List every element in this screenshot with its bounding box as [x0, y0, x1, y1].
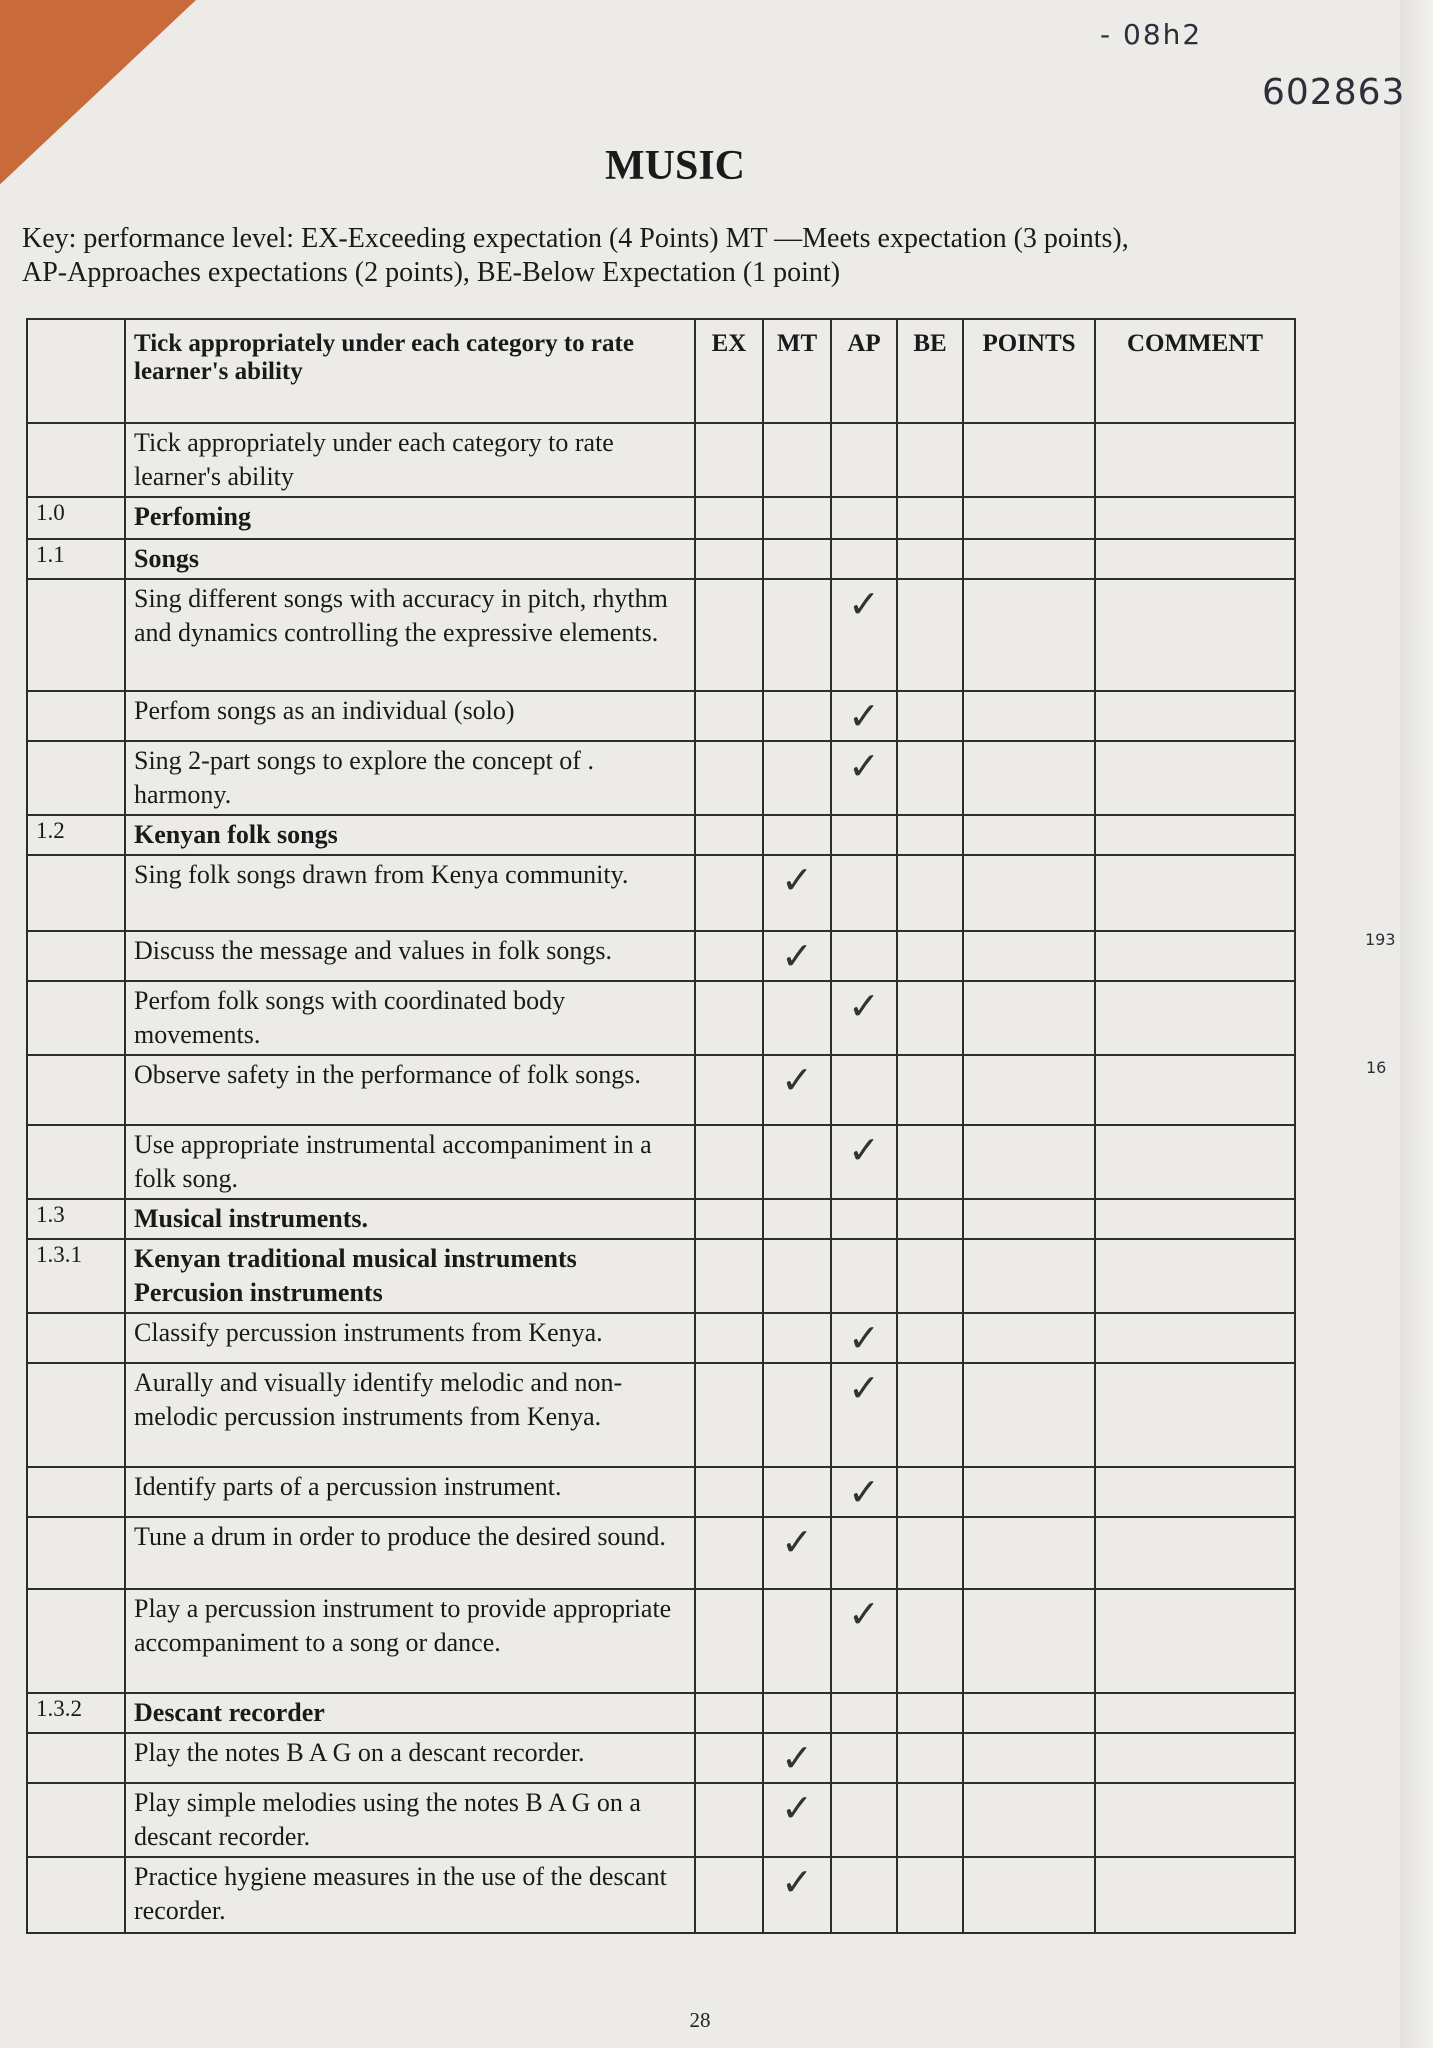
rating-cell-ex[interactable]	[695, 1313, 763, 1363]
points-cell[interactable]	[963, 579, 1095, 691]
tick-mark-icon: ✓	[848, 1128, 880, 1172]
row-description: Identify parts of a percussion instrument.	[125, 1467, 695, 1517]
row-description: Sing 2-part songs to explore the concept of . harmony.	[125, 741, 695, 815]
row-number	[27, 981, 125, 1055]
rating-cell-mt[interactable]	[763, 1125, 831, 1199]
rating-cell-mt[interactable]	[763, 1589, 831, 1693]
row-description: Tick appropriately under each category to rate learner's ability	[125, 423, 695, 497]
comment-cell[interactable]	[1095, 931, 1295, 981]
points-cell[interactable]	[963, 1055, 1095, 1125]
tick-mark-icon: ✓	[848, 744, 880, 788]
points-cell[interactable]	[963, 691, 1095, 741]
row-description: Practice hygiene measures in the use of the descant recorder.	[125, 1857, 695, 1933]
header-points: POINTS	[963, 319, 1095, 423]
rating-cell-ex[interactable]	[695, 579, 763, 691]
tick-mark-icon: ✓	[781, 858, 813, 902]
rating-cell-ap[interactable]	[831, 1055, 897, 1125]
header-ex: EX	[695, 319, 763, 423]
rating-cell-mt[interactable]	[763, 1363, 831, 1467]
table-row	[27, 691, 1295, 741]
rating-cell-be[interactable]	[897, 579, 963, 691]
rating-cell-be[interactable]	[897, 1733, 963, 1783]
page-number: 28	[689, 2008, 711, 2032]
rating-cell-ex[interactable]	[695, 1733, 763, 1783]
table-row	[27, 423, 1295, 497]
rating-cell-be[interactable]	[897, 691, 963, 741]
tick-mark-icon: ✓	[848, 694, 880, 738]
rating-cell-mt[interactable]	[763, 1055, 831, 1125]
rating-cell-ex[interactable]	[695, 1125, 763, 1199]
comment-cell[interactable]	[1095, 1783, 1295, 1857]
rating-cell-ap[interactable]	[831, 579, 897, 691]
rating-cell-ex[interactable]	[695, 1589, 763, 1693]
points-cell[interactable]	[963, 1733, 1095, 1783]
rating-cell-ex[interactable]	[695, 1239, 763, 1313]
rating-cell-ex[interactable]	[695, 855, 763, 931]
rating-cell-ap[interactable]	[831, 1857, 897, 1933]
rating-cell-ap[interactable]	[831, 1783, 897, 1857]
row-number: 1.1	[27, 539, 125, 579]
points-cell[interactable]	[963, 1857, 1095, 1933]
row-number	[27, 1055, 125, 1125]
points-cell[interactable]	[963, 855, 1095, 931]
rating-cell-mt[interactable]	[763, 931, 831, 981]
comment-cell[interactable]	[1095, 981, 1295, 1055]
rating-cell-ex[interactable]	[695, 539, 763, 579]
row-description: Aurally and visually identify melodic and non-melodic percussion instruments from Kenya.	[125, 1363, 695, 1467]
comment-cell[interactable]	[1095, 1363, 1295, 1467]
page-title: MUSIC	[604, 143, 745, 189]
header-number-cell	[27, 319, 125, 423]
rating-cell-mt[interactable]	[763, 579, 831, 691]
rating-cell-ex[interactable]	[695, 1363, 763, 1467]
row-number	[27, 1125, 125, 1199]
row-number	[27, 1517, 125, 1589]
tick-mark-icon: ✓	[781, 1736, 813, 1780]
rating-cell-ex[interactable]	[695, 497, 763, 539]
rating-cell-ex[interactable]	[695, 1055, 763, 1125]
row-number	[27, 855, 125, 931]
rating-cell-mt[interactable]	[763, 855, 831, 931]
rating-cell-be[interactable]	[897, 981, 963, 1055]
rating-cell-be[interactable]	[897, 1467, 963, 1517]
row-description: Play simple melodies using the notes B A G on a descant recorder.	[125, 1783, 695, 1857]
handwritten-side-note-1: 193	[1365, 930, 1396, 949]
row-number	[27, 1363, 125, 1467]
points-cell[interactable]	[963, 1125, 1095, 1199]
row-number: 1.2	[27, 815, 125, 855]
comment-cell[interactable]	[1095, 579, 1295, 691]
table-row	[27, 1857, 1295, 1933]
rating-cell-mt[interactable]	[763, 423, 831, 497]
tick-mark-icon: ✓	[848, 1316, 880, 1360]
rating-cell-ex[interactable]	[695, 1693, 763, 1733]
points-cell[interactable]	[963, 815, 1095, 855]
rating-cell-ap[interactable]	[831, 1125, 897, 1199]
rating-cell-ap[interactable]	[831, 981, 897, 1055]
table-row	[27, 855, 1295, 931]
rating-cell-ap[interactable]	[831, 855, 897, 931]
row-description: Discuss the message and values in folk songs.	[125, 931, 695, 981]
points-cell[interactable]	[963, 931, 1095, 981]
rating-cell-mt[interactable]	[763, 539, 831, 579]
rating-cell-mt[interactable]	[763, 1693, 831, 1733]
comment-cell[interactable]	[1095, 1517, 1295, 1589]
rating-cell-ap[interactable]	[831, 1199, 897, 1239]
comment-cell[interactable]	[1095, 539, 1295, 579]
row-description: Sing folk songs drawn from Kenya community.	[125, 855, 695, 931]
comment-cell[interactable]	[1095, 1857, 1295, 1933]
rating-cell-ex[interactable]	[695, 1517, 763, 1589]
rating-cell-ap[interactable]	[831, 1589, 897, 1693]
rating-cell-be[interactable]	[897, 1239, 963, 1313]
points-cell[interactable]	[963, 1313, 1095, 1363]
rating-cell-ap[interactable]	[831, 1517, 897, 1589]
row-number	[27, 423, 125, 497]
row-number	[27, 691, 125, 741]
table-row	[27, 1125, 1295, 1199]
rating-cell-be[interactable]	[897, 1125, 963, 1199]
rating-cell-mt[interactable]	[763, 1783, 831, 1857]
table-row	[27, 1783, 1295, 1857]
rating-cell-be[interactable]	[897, 1517, 963, 1589]
row-number	[27, 1857, 125, 1933]
rating-cell-mt[interactable]	[763, 815, 831, 855]
comment-cell[interactable]	[1095, 1125, 1295, 1199]
row-description: Perfoming	[125, 497, 695, 539]
tick-mark-icon: ✓	[848, 1592, 880, 1636]
row-description: Kenyan folk songs	[125, 815, 695, 855]
row-number	[27, 1783, 125, 1857]
table-row	[27, 579, 1295, 691]
points-cell[interactable]	[963, 741, 1095, 815]
header-instruction: Tick appropriately under each category to rate learner's ability	[125, 319, 695, 423]
rating-cell-ap[interactable]	[831, 1693, 897, 1733]
rating-cell-be[interactable]	[897, 423, 963, 497]
assessment-table	[26, 318, 1296, 1934]
handwritten-top-note: - 08h2	[1100, 18, 1203, 51]
rating-cell-mt[interactable]	[763, 1733, 831, 1783]
rating-cell-be[interactable]	[897, 1589, 963, 1693]
rating-cell-ap[interactable]	[831, 1239, 897, 1313]
rating-cell-be[interactable]	[897, 815, 963, 855]
tick-mark-icon: ✓	[781, 1058, 813, 1102]
rating-cell-ap[interactable]	[831, 1733, 897, 1783]
points-cell[interactable]	[963, 423, 1095, 497]
tick-mark-icon: ✓	[848, 984, 880, 1028]
table-row	[27, 1517, 1295, 1589]
rating-cell-ex[interactable]	[695, 1783, 763, 1857]
header-ap: AP	[831, 319, 897, 423]
table-row	[27, 1199, 1295, 1239]
row-description: Descant recorder	[125, 1693, 695, 1733]
table-row	[27, 815, 1295, 855]
tick-mark-icon: ✓	[781, 1860, 813, 1904]
comment-cell[interactable]	[1095, 1055, 1295, 1125]
rating-cell-ap[interactable]	[831, 539, 897, 579]
table-header-row	[27, 319, 1295, 423]
points-cell[interactable]	[963, 1239, 1095, 1313]
comment-cell[interactable]	[1095, 1467, 1295, 1517]
row-description: Kenyan traditional musical instruments Percusion instruments	[125, 1239, 695, 1313]
rating-cell-ex[interactable]	[695, 1857, 763, 1933]
row-number: 1.3	[27, 1199, 125, 1239]
row-description: Play a percussion instrument to provide appropriate accompaniment to a song or dance.	[125, 1589, 695, 1693]
rating-cell-ap[interactable]	[831, 423, 897, 497]
row-description: Tune a drum in order to produce the desired sound.	[125, 1517, 695, 1589]
rating-cell-mt[interactable]	[763, 1239, 831, 1313]
performance-key	[22, 222, 1222, 290]
points-cell[interactable]	[963, 1517, 1095, 1589]
rating-cell-be[interactable]	[897, 1693, 963, 1733]
table-row	[27, 1467, 1295, 1517]
row-number: 1.3.1	[27, 1239, 125, 1313]
rating-cell-be[interactable]	[897, 1055, 963, 1125]
rating-cell-mt[interactable]	[763, 1467, 831, 1517]
comment-cell[interactable]	[1095, 1313, 1295, 1363]
rating-cell-ap[interactable]	[831, 815, 897, 855]
tick-mark-icon: ✓	[848, 1366, 880, 1410]
rating-cell-be[interactable]	[897, 931, 963, 981]
points-cell[interactable]	[963, 1693, 1095, 1733]
row-description: Perfom songs as an individual (solo)	[125, 691, 695, 741]
rating-cell-ap[interactable]	[831, 1467, 897, 1517]
row-number	[27, 1467, 125, 1517]
header-be: BE	[897, 319, 963, 423]
rating-cell-ap[interactable]	[831, 741, 897, 815]
rating-cell-mt[interactable]	[763, 981, 831, 1055]
rating-cell-mt[interactable]	[763, 497, 831, 539]
points-cell[interactable]	[963, 497, 1095, 539]
rating-cell-ap[interactable]	[831, 1313, 897, 1363]
row-description: Play the notes B A G on a descant recorder.	[125, 1733, 695, 1783]
tick-mark-icon: ✓	[848, 1470, 880, 1514]
tick-mark-icon: ✓	[781, 1520, 813, 1564]
row-number	[27, 1589, 125, 1693]
comment-cell[interactable]	[1095, 815, 1295, 855]
rating-cell-ap[interactable]	[831, 931, 897, 981]
table-row	[27, 1733, 1295, 1783]
points-cell[interactable]	[963, 1199, 1095, 1239]
rating-cell-mt[interactable]	[763, 1857, 831, 1933]
rating-cell-be[interactable]	[897, 497, 963, 539]
points-cell[interactable]	[963, 1589, 1095, 1693]
key-line-2: AP-Approaches expectations (2 points), BE-Below Expectation (1 point)	[22, 257, 841, 288]
table-row	[27, 1313, 1295, 1363]
row-description: Musical instruments.	[125, 1199, 695, 1239]
row-number	[27, 1733, 125, 1783]
rating-cell-mt[interactable]	[763, 691, 831, 741]
rating-cell-ex[interactable]	[695, 931, 763, 981]
rating-cell-mt[interactable]	[763, 1199, 831, 1239]
table-row	[27, 539, 1295, 579]
rating-cell-ex[interactable]	[695, 981, 763, 1055]
table-row	[27, 1589, 1295, 1693]
rating-cell-ap[interactable]	[831, 497, 897, 539]
rating-cell-mt[interactable]	[763, 1517, 831, 1589]
handwritten-id-number: 602863	[1262, 72, 1406, 113]
header-comment: COMMENT	[1095, 319, 1295, 423]
comment-cell[interactable]	[1095, 1733, 1295, 1783]
comment-cell[interactable]	[1095, 1693, 1295, 1733]
row-number: 1.0	[27, 497, 125, 539]
tick-mark-icon: ✓	[781, 1786, 813, 1830]
tick-mark-icon: ✓	[848, 582, 880, 626]
tick-mark-icon: ✓	[781, 934, 813, 978]
table-row	[27, 1239, 1295, 1313]
row-number	[27, 931, 125, 981]
rating-cell-be[interactable]	[897, 741, 963, 815]
comment-cell[interactable]	[1095, 1589, 1295, 1693]
rating-cell-be[interactable]	[897, 1857, 963, 1933]
rating-cell-ap[interactable]	[831, 1363, 897, 1467]
comment-cell[interactable]	[1095, 1239, 1295, 1313]
key-line-1: Key: performance level: EX-Exceeding expectation (4 Points) MT —Meets expectation (3 points),	[22, 223, 1129, 254]
handwritten-side-note-2: 16	[1366, 1058, 1387, 1077]
row-description: Songs	[125, 539, 695, 579]
row-number	[27, 579, 125, 691]
table-row	[27, 1693, 1295, 1733]
rating-cell-be[interactable]	[897, 1199, 963, 1239]
table-row	[27, 741, 1295, 815]
rating-cell-mt[interactable]	[763, 741, 831, 815]
rating-cell-ex[interactable]	[695, 691, 763, 741]
row-description: Use appropriate instrumental accompaniment in a folk song.	[125, 1125, 695, 1199]
row-number	[27, 741, 125, 815]
row-description: Perfom folk songs with coordinated body movements.	[125, 981, 695, 1055]
rating-cell-be[interactable]	[897, 1783, 963, 1857]
rating-cell-ex[interactable]	[695, 815, 763, 855]
rating-cell-be[interactable]	[897, 855, 963, 931]
rating-cell-ex[interactable]	[695, 1199, 763, 1239]
points-cell[interactable]	[963, 1783, 1095, 1857]
rating-cell-ex[interactable]	[695, 741, 763, 815]
rating-cell-ex[interactable]	[695, 423, 763, 497]
comment-cell[interactable]	[1095, 855, 1295, 931]
row-description: Observe safety in the performance of folk songs.	[125, 1055, 695, 1125]
row-description: Classify percussion instruments from Kenya.	[125, 1313, 695, 1363]
rating-cell-be[interactable]	[897, 1313, 963, 1363]
row-number	[27, 1313, 125, 1363]
table-row	[27, 497, 1295, 539]
rating-cell-ex[interactable]	[695, 1467, 763, 1517]
points-cell[interactable]	[963, 1363, 1095, 1467]
comment-cell[interactable]	[1095, 1199, 1295, 1239]
comment-cell[interactable]	[1095, 691, 1295, 741]
comment-cell[interactable]	[1095, 423, 1295, 497]
rating-cell-be[interactable]	[897, 539, 963, 579]
points-cell[interactable]	[963, 981, 1095, 1055]
comment-cell[interactable]	[1095, 497, 1295, 539]
rating-cell-be[interactable]	[897, 1363, 963, 1467]
header-mt: MT	[763, 319, 831, 423]
points-cell[interactable]	[963, 539, 1095, 579]
row-number: 1.3.2	[27, 1693, 125, 1733]
comment-cell[interactable]	[1095, 741, 1295, 815]
table-row	[27, 931, 1295, 981]
table-row	[27, 1055, 1295, 1125]
paper-edge	[1400, 0, 1433, 2048]
table-row	[27, 1363, 1295, 1467]
points-cell[interactable]	[963, 1467, 1095, 1517]
table-row	[27, 981, 1295, 1055]
rating-cell-mt[interactable]	[763, 1313, 831, 1363]
table-body	[27, 423, 1295, 1933]
rating-cell-ap[interactable]	[831, 691, 897, 741]
row-description: Sing different songs with accuracy in pitch, rhythm and dynamics controlling the expressive elements.	[125, 579, 695, 691]
